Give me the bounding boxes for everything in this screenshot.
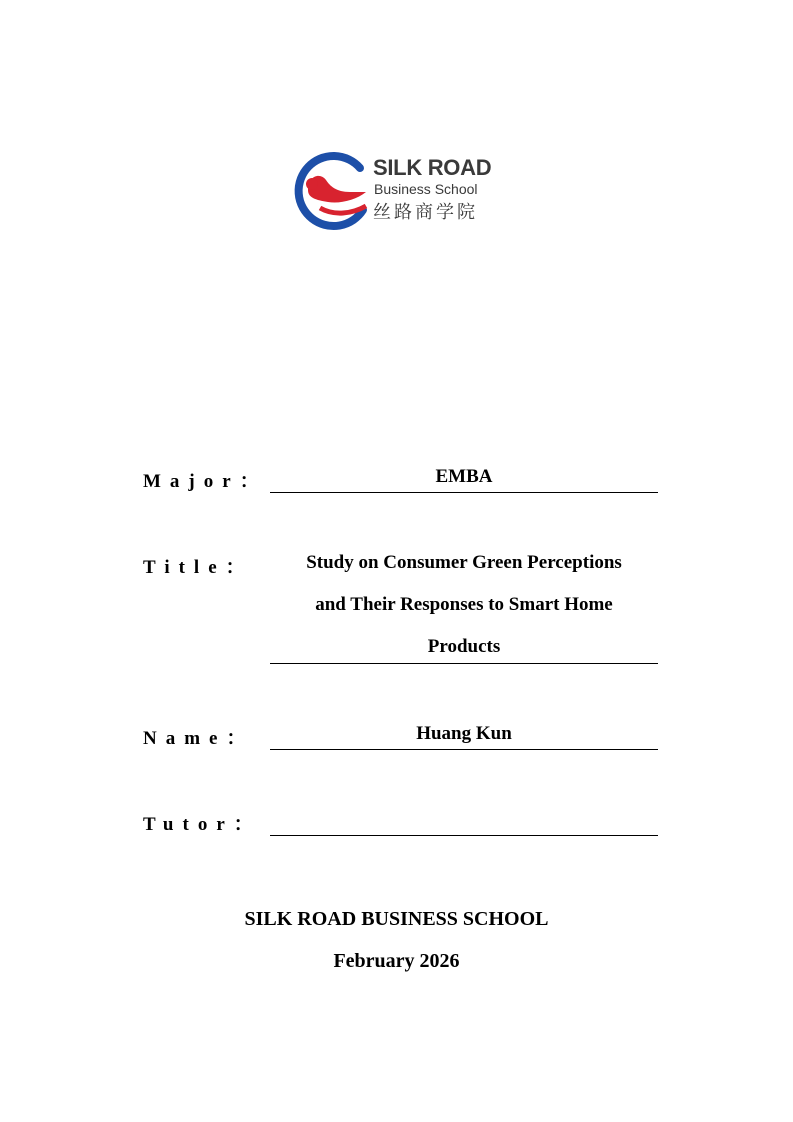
school-logo [290,150,520,232]
title-line-2: and Their Responses to Smart Home [315,594,613,615]
major-label: Major： [143,471,268,492]
title-line-3: Products [427,636,501,657]
name-underline [270,749,658,750]
tutor-label: Tutor： [143,814,262,835]
name-label: Name： [143,728,255,749]
logo-name: SILK ROAD [373,155,492,180]
major-value: EMBA [435,466,493,487]
major-underline [270,492,658,493]
logo-chinese-name: 丝路商学院 [373,202,478,223]
tutor-underline [270,835,658,836]
name-value: Huang Kun [416,723,512,744]
submission-date: February 2026 [333,950,460,972]
school-name: SILK ROAD BUSINESS SCHOOL [244,908,549,930]
title-label: Title： [143,557,254,578]
title-line-1: Study on Consumer Green Perceptions [306,552,622,573]
title-underline [270,663,658,664]
title-value [270,542,658,668]
logo-subtitle: Business School [374,181,478,197]
logo-emblem-icon [290,150,372,232]
